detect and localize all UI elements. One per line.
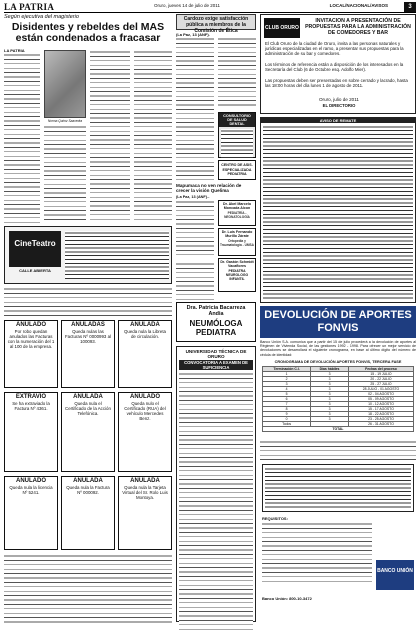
fonvis-requirements-body: [262, 522, 372, 582]
second-dateline: (La Paz, 13 (ANF).-: [176, 195, 210, 199]
notice-body: Queda nulas las Facturas Nº 0000993 al 100093.: [64, 329, 112, 344]
schedule-cell: 20 - 22 JULIO: [348, 377, 413, 382]
club-ad-body-3: Las propuestas deben ser presentadas en sobre cerrado y lacrado, hasta las 18:00 horas del día lunes 1 de agosto de 2011.: [265, 78, 408, 88]
doctor-name: Dr. Gastón Schmidt Vacaflores: [220, 260, 254, 269]
doctor-specialty: NEUMÓLOGA PEDIATRA: [189, 319, 243, 337]
fonvis-contact: Banco Unión: 800-10-3472: [262, 596, 312, 601]
sidebar-column-2: [218, 37, 256, 109]
col-header: Terminación C.I.: [263, 367, 311, 372]
club-ad-board: EL DIRECTORIO: [322, 103, 356, 108]
fonvis-table-title: CRONOGRAMA DE DEVOLUCIÓN APORTES FONVIS, TERCERA FASE: [274, 360, 402, 364]
club-logo: CLUB ORURO: [264, 18, 300, 38]
schedule-cell: 18 - 22 AGOSTO: [348, 412, 413, 417]
club-ad: [260, 14, 416, 114]
notice-box: [61, 392, 115, 472]
story-headline: Disidentes y rebeldes del MAS están condenados a fracasar: [11, 21, 165, 44]
fonvis-offices-body: [265, 467, 411, 509]
schedule-cell: 3: [311, 377, 349, 382]
newspaper-logo: LA PATRIA: [4, 2, 55, 12]
second-column-2: [176, 262, 214, 300]
story-column-3: [90, 50, 130, 223]
theater-story: [4, 287, 172, 317]
schedule-cell: 3: [311, 387, 349, 392]
schedule-cell: 28 JULIO - 01 AGOSTO: [348, 387, 413, 392]
schedule-cell: 25 - 27 JULIO: [348, 382, 413, 387]
schedule-cell: 3: [311, 397, 349, 402]
doctor-specialty: Ortopedia y Traumatología - UMSA: [219, 239, 254, 248]
notice-title: ANULADA: [130, 478, 160, 484]
notice-body: Queda nulo el Certificado (RUA) del vehículo Mercedes Benz.: [124, 401, 166, 421]
fonvis-offices-table: [262, 464, 414, 512]
col-header: Días hábiles: [311, 367, 349, 372]
col-header: Fechas del proceso: [348, 367, 413, 372]
doctor-name: Dra. Patricia Bacarreza Andia: [186, 305, 246, 317]
section-label: LOCAL/NACIONAL/AVISOS: [329, 3, 388, 8]
dental-ad-text: [221, 129, 253, 159]
theater-subtitle: CALLE ABIERTA: [19, 268, 51, 273]
university-subtitle: CONVOCATORIA A EXAMEN DE SUFICIENCIA: [179, 360, 253, 370]
theater-logo: CineTeatro: [9, 231, 61, 267]
club-ad-signoff: Oruro, julio de 2011: [318, 97, 359, 102]
club-ad-body: El Club Oruro de la ciudad de Oruro, invita a las personas naturales y jurídicas especializadas en el ramo, a presentar sus propuestas para la administración de su bar y comedores.: [265, 41, 404, 56]
theater-ad: [4, 226, 172, 284]
university-notice: [176, 346, 256, 622]
university-title: UNIVERSIDAD TÉCNICA DE ORURO: [185, 349, 247, 359]
auction-notice-title: AVISO DE REMATE: [261, 118, 415, 123]
schedule-cell: 02 - 04 AGOSTO: [348, 392, 413, 397]
notice-box: [61, 320, 115, 388]
schedule-cell: 3: [311, 392, 349, 397]
notice-box: [61, 476, 115, 550]
notice-title: EXTRAVIO: [15, 394, 47, 400]
schedule-cell: 15 - 17 AGOSTO: [348, 407, 413, 412]
notice-body: Se ha extraviado la Factura Nº 4361.: [12, 401, 50, 411]
schedule-cell: 23 - 25 AGOSTO: [348, 417, 413, 422]
notice-body: Queda nula la licencia Nº 5241.: [9, 485, 53, 495]
schedule-cell: 8: [263, 407, 311, 412]
doctor-ad: [218, 200, 256, 226]
university-body: [179, 372, 253, 630]
schedule-cell: 9: [263, 412, 311, 417]
schedule-cell: 7: [263, 402, 311, 407]
schedule-cell: 05 - 09 AGOSTO: [348, 397, 413, 402]
story-column-2: [44, 125, 86, 223]
schedule-cell: 1: [263, 372, 311, 377]
doctor-specialty: PEDIATRÍA - NEONATOLOGÍA: [224, 211, 250, 220]
notice-fine-print: [4, 554, 172, 626]
doctor-specialty: PEDIATRA NEUROLOGO INFANTIL: [225, 269, 249, 282]
schedule-cell: Todos: [263, 422, 311, 427]
auction-notice: [260, 117, 416, 303]
sidebar-dateline: (La Paz, 13 (ANF).: [176, 32, 210, 37]
pediatric-center-ad: [218, 160, 256, 180]
notice-box: [118, 320, 172, 388]
fonvis-requirements-title: REQUISITOS:: [262, 516, 288, 521]
notice-box: [118, 392, 172, 472]
issue-date: Oruro, jueves 14 de julio de 2011: [154, 3, 220, 8]
notice-title: ANULADA: [130, 322, 160, 328]
notice-title: ANULADA: [73, 394, 103, 400]
notice-title: ANULADAS: [71, 322, 105, 328]
notice-title: ANULADO: [16, 322, 46, 328]
story-dateline: LA PATRIA: [4, 48, 25, 53]
fonvis-intro: Banco Unión S.A. comunica que a partir del 15 de julio procederá a la devolución de aportes al Régimen de Vivienda Social, de las gestiones 1992 - 1998. Para ofrecer un mejor servicio de devoluciones se desarrollará el siguiente cronograma, en base al último dígito del número de cédula de identidad:: [260, 340, 416, 357]
schedule-cell: 3: [311, 372, 349, 377]
schedule-cell: 3: [311, 417, 349, 422]
doctor-ad: [218, 228, 256, 256]
story-column-4: [134, 50, 172, 223]
doctor-ad-large: [176, 302, 256, 342]
fonvis-note: [260, 440, 416, 460]
dental-ad-title: CONSULTORIO DE SALUD DENTAL: [219, 113, 255, 127]
schedule-cell: 2: [263, 377, 311, 382]
doctor-name: Dr. Abel Marcelo Moncada Alcon: [222, 202, 252, 211]
notice-body: Queda nula la Tarjeta Virtual del Sr. Rolo Luis Montoya.: [122, 485, 168, 500]
fonvis-title: DEVOLUCIÓN DE APORTES FONVIS: [260, 306, 416, 338]
dental-ad: [218, 112, 256, 158]
club-ad-title: INVITACION A PRESENTACIÓN DE PROPUESTAS PARA LA ADMINISTRACIÓN DE COMEDORES Y BAR: [305, 18, 411, 36]
notice-box: [118, 476, 172, 550]
schedule-cell: 3: [311, 412, 349, 417]
schedule-cell: 3: [311, 382, 349, 387]
doctor-name: Dr. Luis Fernando Murillo Zárate: [221, 230, 253, 239]
schedule-cell: 3: [263, 382, 311, 387]
schedule-cell: 6: [263, 397, 311, 402]
notice-title: ANULADO: [16, 478, 46, 484]
second-headline: Mapumaca no ven relación de crecer la visión Quelima: [176, 183, 242, 193]
notice-box: [4, 392, 58, 472]
schedule-cell: 15 - 19 JULIO: [348, 372, 413, 377]
schedule-cell: 4: [263, 387, 311, 392]
second-column-1: [176, 200, 214, 258]
notice-body: Queda nula el Certificado de la Acción Telefónica.: [65, 401, 111, 416]
sidebar-headline: Cardozo exige satisfacción pública a miembros de la Comisión de Ética: [176, 14, 256, 30]
notice-box: [4, 476, 58, 550]
schedule-cell: 10 - 12 AGOSTO: [348, 402, 413, 407]
table-total: TOTAL: [263, 427, 414, 432]
fonvis-schedule-table: [262, 366, 414, 432]
auction-notice-body: [263, 125, 413, 301]
theater-text: [65, 231, 169, 279]
notice-body: Por robo quedan anulados las Facturas con la numeración del 1 al 100 de la empresa.: [7, 329, 55, 349]
page-number: 3: [404, 2, 416, 12]
schedule-cell: 3: [311, 407, 349, 412]
story-photo: [44, 50, 86, 118]
schedule-cell: 5: [263, 392, 311, 397]
schedule-cell: 26 - 31 AGOSTO: [348, 422, 413, 427]
photo-caption: Norma Quiroz Saavedra: [47, 119, 83, 123]
story-kicker: Según ejecutiva del magisterio: [4, 14, 79, 20]
story-column-1: [4, 53, 40, 223]
notice-title: ANULADO: [130, 394, 160, 400]
club-ad-body-2: Los términos de referencia están a disposición de los interesados en la Secretaría del Club (6 de Octubre esq. Adolfo Mier).: [265, 62, 404, 72]
notice-box: [4, 320, 58, 388]
page-header: [4, 2, 416, 13]
pediatric-center-title: CENTRO DE ASIS. ESPECIALIZADA PEDIATRIA: [221, 163, 253, 176]
doctor-ad: [218, 258, 256, 292]
schedule-cell: 3: [311, 402, 349, 407]
notice-body: Queda nula la Factura Nº 000092.: [66, 485, 110, 495]
schedule-cell: 0: [263, 417, 311, 422]
bank-logo: BANCO UNIÓN: [376, 560, 414, 590]
notice-title: ANULADA: [73, 478, 103, 484]
notice-body: Queda nula la Libreta de circulación.: [124, 329, 166, 339]
sidebar-column-1: [176, 37, 214, 180]
